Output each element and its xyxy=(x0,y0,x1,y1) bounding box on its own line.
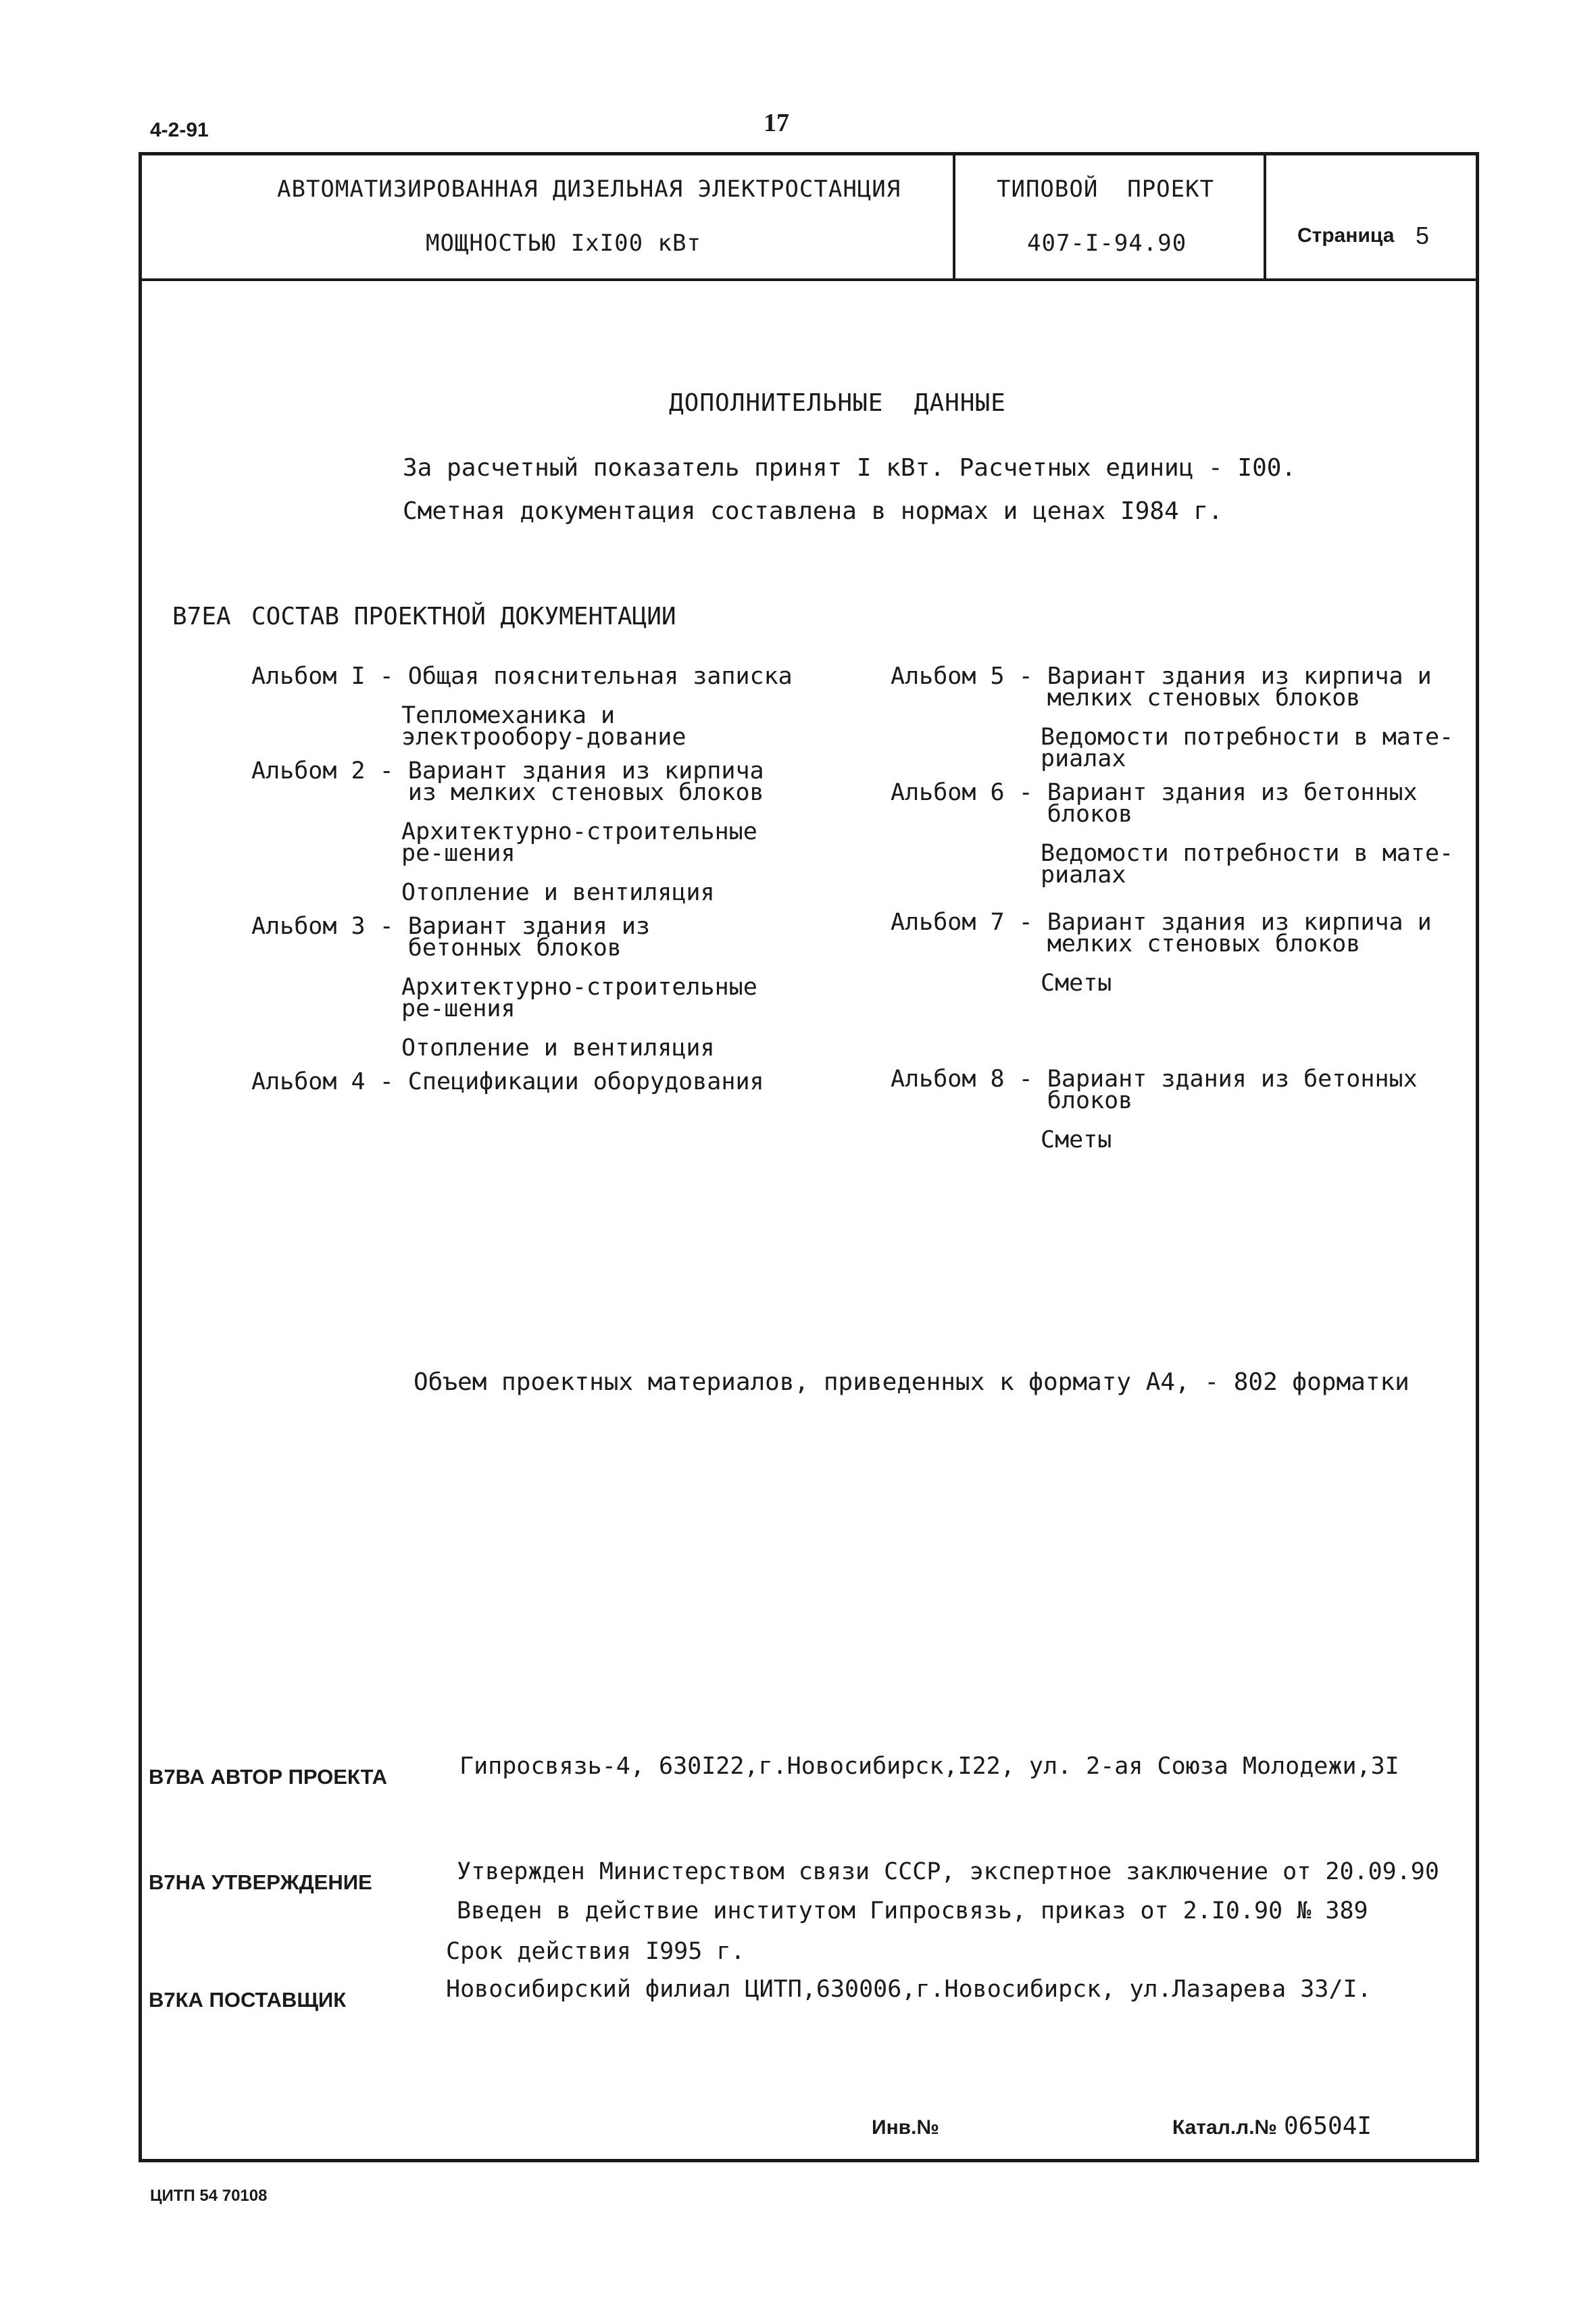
approval-line: Утвержден Министерством связи СССР, экспертное заключение от 20.09.90 xyxy=(457,1858,1439,1885)
album-description: Вариант здания из кирпича и мелких стеновых блоков xyxy=(1047,909,1432,957)
album-entry: Альбом 6 - Вариант здания из бетонных блоков Ведомости потребности в мате-риалах xyxy=(891,782,1499,886)
album-description: Вариант здания из бетонных блоков xyxy=(1047,779,1418,828)
approval-line: Срок действия I995 г. xyxy=(446,1938,745,1965)
project-number: 407-I-94.90 xyxy=(1027,230,1187,257)
footer-code: ЦИТП 54 70108 xyxy=(150,2187,268,2205)
sheet-code: 4-2-91 xyxy=(150,119,209,141)
album-description: Вариант здания из бетонных блоков xyxy=(1047,1066,1418,1114)
header-column-divider xyxy=(953,152,955,280)
album-label: Альбом 8 xyxy=(891,1066,1005,1093)
project-type-label: ТИПОВОЙ ПРОЕКТ xyxy=(997,176,1215,203)
album-entry: Альбом 7 - Вариант здания из кирпича и мелких стеновых блоков Сметы xyxy=(891,912,1499,994)
additional-data-line: Сметная документация составлена в нормах и ценах I984 г. xyxy=(403,497,1223,525)
album-subitem: Архитектурно-строительные ре-шения xyxy=(401,818,757,867)
album-label: Альбом 5 xyxy=(891,663,1005,690)
volume-statement: Объем проектных материалов, приведенных к формату А4, - 802 форматки xyxy=(414,1368,1410,1396)
album-subitem: Ведомости потребности в мате-риалах xyxy=(1041,724,1454,772)
album-subitem: Тепломеханика и электрообору-дование xyxy=(401,702,687,751)
album-entry: Альбом I - Общая пояснительная записка Тепломеханика и электрообору-дование xyxy=(251,663,793,751)
album-subitem: Архитектурно-строительные ре-шения xyxy=(401,974,757,1022)
albums-left-column xyxy=(251,663,859,1095)
album-subitem: Отопление и вентиляция xyxy=(401,1035,715,1062)
document-title-line2: МОЩНОСТЬЮ IxI00 кВт xyxy=(426,230,701,257)
album-subitem: Ведомости потребности в мате-риалах xyxy=(1041,840,1454,889)
document-title-line1: АВТОМАТИЗИРОВАННАЯ ДИЗЕЛЬНАЯ ЭЛЕКТРОСТАНЦИЯ xyxy=(277,176,901,203)
album-label: Альбом 6 xyxy=(891,779,1005,806)
album-subitem: Отопление и вентиляция xyxy=(401,879,715,906)
album-description: Общая пояснительная записка xyxy=(407,663,793,690)
header-column-divider xyxy=(1264,152,1266,280)
album-entry: Альбом 5 - Вариант здания из кирпича и мелких стеновых блоков Ведомости потребности в мате-риалах xyxy=(891,666,1499,770)
album-subitem: Сметы xyxy=(1041,1126,1112,1153)
album-description: Вариант здания из кирпича из мелких стеновых блоков xyxy=(407,757,764,806)
page-value: 5 xyxy=(1416,222,1430,249)
author-label: В7ВА АВТОР ПРОЕКТА xyxy=(149,1765,388,1789)
album-label: Альбом I xyxy=(251,663,366,690)
approval-line: Введен в действие институтом Гипросвязь, приказ от 2.I0.90 № 389 xyxy=(457,1897,1368,1924)
page-number: 17 xyxy=(764,109,789,137)
album-label: Альбом 7 xyxy=(891,909,1005,936)
album-entry: Альбом 3 - Вариант здания из бетонных блоков Архитектурно-строительные ре-шения Отопление и вентиляция xyxy=(251,916,859,1059)
page-label: Страница xyxy=(1297,224,1395,247)
album-label: Альбом 3 xyxy=(251,913,366,940)
composition-title: СОСТАВ ПРОЕКТНОЙ ДОКУМЕНТАЦИИ xyxy=(251,603,676,630)
album-description: Спецификации оборудования xyxy=(407,1068,764,1095)
supplier-value: Новосибирский филиал ЦИТП,630006,г.Новосибирск, ул.Лазарева 33/I. xyxy=(446,1976,1372,2003)
album-description: Вариант здания из кирпича и мелких стеновых блоков xyxy=(1047,663,1432,712)
album-entry: Альбом 4 - Спецификации оборудования xyxy=(251,1068,764,1095)
additional-data-title: ДОПОЛНИТЕЛЬНЫЕ ДАННЫЕ xyxy=(669,389,1006,417)
album-description: Вариант здания из бетонных блоков xyxy=(407,913,651,962)
albums-right-column xyxy=(891,663,1499,1153)
composition-code: В7ЕА xyxy=(172,603,231,630)
supplier-label: В7КА ПОСТАВЩИК xyxy=(149,1988,347,2012)
catalog-label: Катал.л.№ xyxy=(1172,2116,1277,2139)
additional-data-line: За расчетный показатель принят I кВт. Расчетных единиц - I00. xyxy=(403,454,1297,482)
catalog-number: 06504I xyxy=(1284,2112,1372,2140)
album-entry: Альбом 2 - Вариант здания из кирпича из мелких стеновых блоков Архитектурно-строительные ре-шения Отопление и вентиляция xyxy=(251,760,859,903)
album-subitem: Сметы xyxy=(1041,970,1112,997)
author-value: Гипросвязь-4, 630I22,г.Новосибирск,I22, ул. 2-ая Союза Молодежи,3I xyxy=(459,1753,1399,1780)
album-label: Альбом 4 xyxy=(251,1068,366,1095)
header-divider xyxy=(139,278,1479,281)
album-entry: Альбом 8 - Вариант здания из бетонных блоков Сметы xyxy=(891,1068,1499,1151)
inventory-label: Инв.№ xyxy=(872,2116,939,2139)
album-label: Альбом 2 xyxy=(251,757,366,785)
approval-label: В7НА УТВЕРЖДЕНИЕ xyxy=(149,1870,372,1894)
